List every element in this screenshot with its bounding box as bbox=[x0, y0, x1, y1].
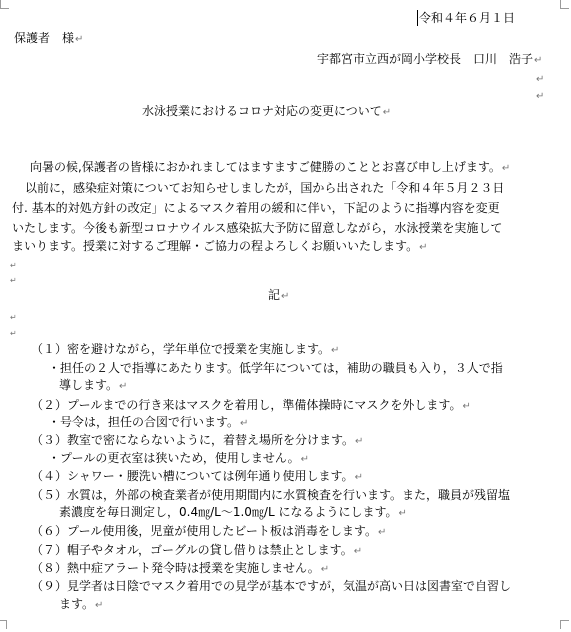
list-item: （８）熱中症アラート発令時は授業を実施しません。↵ bbox=[31, 561, 330, 575]
paragraph-mark-icon: ↵ bbox=[240, 418, 249, 429]
paragraph-mark-icon: ↵ bbox=[355, 436, 364, 447]
page-corner-mark bbox=[560, 620, 569, 629]
paragraph-mark-icon: ↵ bbox=[10, 313, 17, 322]
body-line: 向暑の候,保護者の皆様におかれましてはますますご健勝のこととお喜び申し上げます。↵ bbox=[30, 160, 511, 174]
paragraph-mark-icon: ↵ bbox=[10, 261, 17, 270]
page-corner-mark bbox=[0, 620, 7, 629]
body-line: まいります。授業に対するご理解・ご協力の程よろしくお願いいたします。↵ bbox=[12, 239, 428, 253]
paragraph-mark-icon: ↵ bbox=[119, 381, 128, 392]
paragraph-mark-icon: ↵ bbox=[320, 564, 330, 575]
list-item: ・担任の２人で指導にあたります。低学年については，補助の職員も入り，３人で指 bbox=[48, 361, 503, 375]
paragraph-mark-icon: ↵ bbox=[398, 508, 407, 519]
body-line: いたします。今後も新型コロナウイルス感染拡大予防に留意しながら，水泳授業を実施して bbox=[12, 221, 503, 235]
paragraph-mark-icon: ↵ bbox=[501, 163, 511, 174]
list-item: （６）プール使用後，児童が使用したビート板は消毒をします。↵ bbox=[31, 524, 387, 538]
paragraph-mark-icon: ↵ bbox=[536, 91, 545, 102]
list-item: （９）見学者は日陰でマスク着用での見学が基本ですが，気温が高い日は図書室で自習し bbox=[31, 579, 512, 593]
empty-paragraph bbox=[535, 86, 544, 106]
text-cursor bbox=[417, 10, 418, 26]
paragraph-mark-icon: ↵ bbox=[377, 527, 387, 538]
list-item: 導します。↵ bbox=[59, 378, 128, 392]
list-item: ・プールの更衣室は狭いため，使用しません。↵ bbox=[48, 451, 310, 465]
list-item: ・号令は，担任の合図で行います。↵ bbox=[48, 415, 249, 429]
paragraph-mark-icon: ↵ bbox=[10, 329, 17, 338]
sender-line: 宇都宮市立西が岡小学校長 口川 浩子↵ bbox=[317, 52, 543, 66]
paragraph-mark-icon: ↵ bbox=[300, 454, 310, 465]
paragraph-mark-icon: ↵ bbox=[419, 242, 428, 253]
paragraph-mark-icon: ↵ bbox=[75, 34, 84, 45]
list-item: 素濃度を毎日測定し，0.4㎎/L～1.0㎎/L になるようにします。↵ bbox=[59, 505, 407, 519]
paragraph-mark-icon: ↵ bbox=[354, 472, 363, 483]
page-corner-mark bbox=[560, 0, 569, 9]
empty-paragraph bbox=[10, 270, 17, 290]
list-item: （３）教室で密にならないように，着替え場所を分けます。↵ bbox=[31, 433, 364, 447]
ki-heading: 記↵ bbox=[268, 288, 290, 302]
list-item: （７）帽子やタオル，ゴーグルの貸し借りは禁止とします。↵ bbox=[31, 543, 363, 557]
document-title: 水泳授業におけるコロナ対応の変更について↵ bbox=[142, 104, 392, 118]
list-item: ます。↵ bbox=[59, 597, 104, 611]
paragraph-mark-icon: ↵ bbox=[382, 107, 392, 118]
paragraph-mark-icon: ↵ bbox=[10, 276, 17, 285]
paragraph-mark-icon: ↵ bbox=[534, 55, 543, 66]
list-item: （５）水質は，外部の検査業者が使用期間内に水質検査を行います。また，職員が残留塩 bbox=[31, 488, 511, 502]
body-line: 以前に，感染症対策についてお知らせしましたが，国から出された「令和４年５月２３日 bbox=[25, 181, 505, 195]
empty-paragraph bbox=[10, 323, 17, 343]
paragraph-mark-icon: ↵ bbox=[536, 74, 545, 85]
paragraph-mark-icon: ↵ bbox=[462, 401, 471, 412]
page-corner-mark bbox=[0, 0, 9, 9]
date-line: 令和４年６月１日 bbox=[419, 11, 516, 25]
paragraph-mark-icon: ↵ bbox=[281, 291, 290, 302]
list-item: （１）密を避けながら，学年単位で授業を実施します。↵ bbox=[31, 342, 340, 356]
addressee-line: 保護者 様↵ bbox=[14, 31, 84, 45]
list-item: （４）シャワー・腰洗い槽については例年通り使用します。↵ bbox=[31, 469, 363, 483]
body-line: 付. 基本的対処方針の改定」によるマスク着用の緩和に伴い，下記のように指導内容を変更 bbox=[12, 201, 500, 215]
paragraph-mark-icon: ↵ bbox=[331, 345, 340, 356]
paragraph-mark-icon: ↵ bbox=[95, 600, 104, 611]
list-item: （２）プールまでの行き来はマスクを着用し，準備体操時にマスクを外します。↵ bbox=[31, 398, 471, 412]
paragraph-mark-icon: ↵ bbox=[353, 546, 363, 557]
